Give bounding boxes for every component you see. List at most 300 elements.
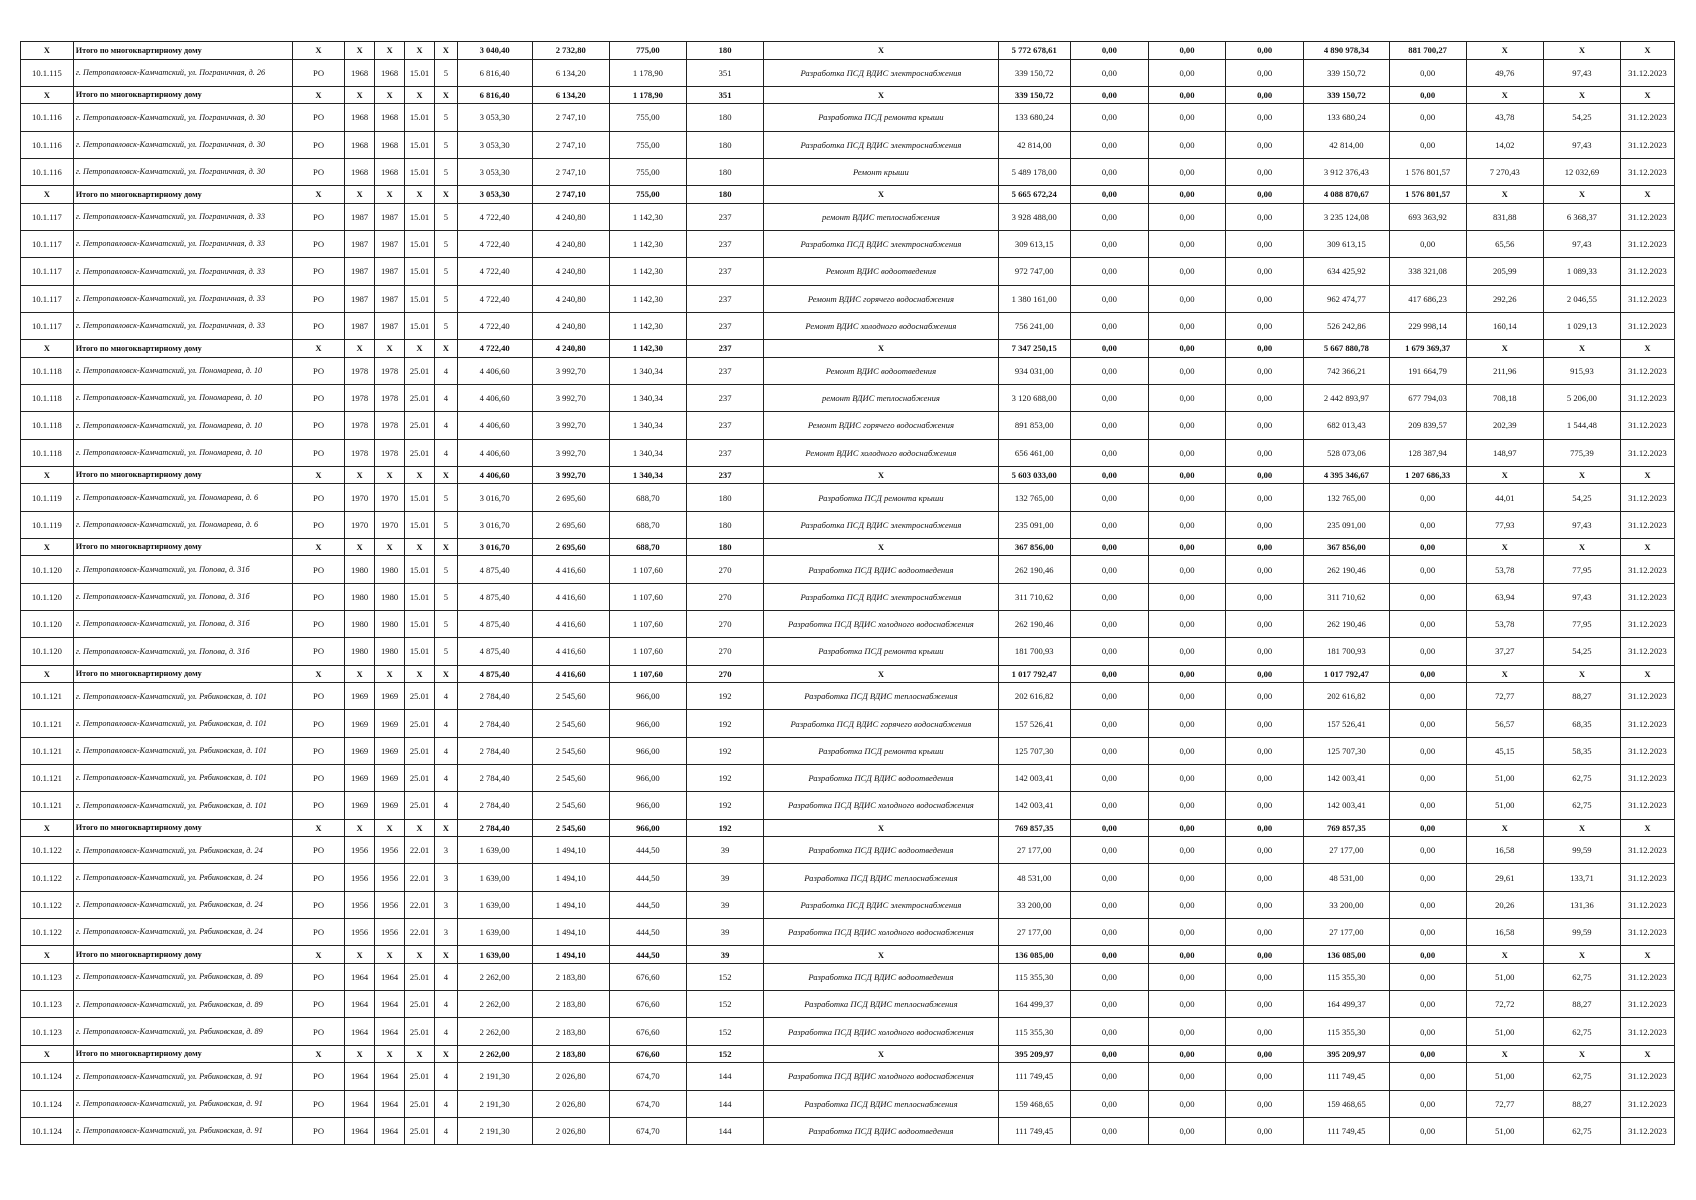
cell-fund-federal: 0,00 <box>1070 312 1148 339</box>
cell-unit-cost: X <box>1466 538 1543 556</box>
cell-area-total: 3 053,30 <box>457 104 532 131</box>
cell-unit-cost-max: 62,75 <box>1543 1063 1620 1090</box>
cell-cost-total: 5 665 672,24 <box>998 186 1070 204</box>
cell-address: г. Петропавловск-Камчатский, ул. Попова, д. 31б <box>73 583 292 610</box>
cell-commissioned: 1978 <box>375 384 404 411</box>
cell-fund-regional: 0,00 <box>1148 484 1225 511</box>
cell-built: 1987 <box>344 312 374 339</box>
cell-fund-federal: 0,00 <box>1070 919 1148 946</box>
cell-fund-federal: 0,00 <box>1070 86 1148 104</box>
cell-fund-owners-extra: 0,00 <box>1389 946 1466 964</box>
cell-work: X <box>764 946 999 964</box>
cell-wall: X <box>404 665 434 683</box>
cell-fund-federal: 0,00 <box>1070 737 1148 764</box>
cell-floors: 3 <box>435 837 457 864</box>
cell-cost-total: 235 091,00 <box>998 511 1070 538</box>
cell-built: 1980 <box>344 611 374 638</box>
cell-cost-total: 111 749,45 <box>998 1063 1070 1090</box>
cell-area-common: 444,50 <box>609 946 686 964</box>
cell-floors: 5 <box>435 511 457 538</box>
cell-deadline: 31.12.2023 <box>1621 611 1675 638</box>
cell-cost-total: 769 857,35 <box>998 819 1070 837</box>
cell-floors: 4 <box>435 1063 457 1090</box>
cell-built: 1987 <box>344 258 374 285</box>
cell-address: г. Петропавловск-Камчатский, ул. Рябиковская, д. 89 <box>73 991 292 1018</box>
cell-residents: 270 <box>687 611 764 638</box>
cell-area-premises: 2 695,60 <box>532 538 609 556</box>
table-row <box>21 683 1675 710</box>
cell-area-common: 755,00 <box>609 104 686 131</box>
cell-floors: X <box>435 819 457 837</box>
cell-unit-cost: 14,02 <box>1466 131 1543 158</box>
cell-fund-local: 0,00 <box>1226 665 1304 683</box>
cell-area-total: 2 784,40 <box>457 792 532 819</box>
table-row <box>21 963 1675 990</box>
cell-wall: 25.01 <box>404 384 434 411</box>
cell-work: X <box>764 340 999 358</box>
cell-built: X <box>344 86 374 104</box>
cell-wall: X <box>404 466 434 484</box>
cell-deadline: 31.12.2023 <box>1621 737 1675 764</box>
cell-work: Разработка ПСД ВДИС водоотведения <box>764 963 999 990</box>
cell-area-premises: 4 416,60 <box>532 583 609 610</box>
cell-floors: 4 <box>435 683 457 710</box>
cell-residents: 270 <box>687 638 764 665</box>
cell-area-total: 1 639,00 <box>457 891 532 918</box>
cell-commissioned: 1970 <box>375 511 404 538</box>
cell-work: Разработка ПСД ВДИС теплоснабжения <box>764 1090 999 1117</box>
cell-address: г. Петропавловск-Камчатский, ул. Пограничная, д. 30 <box>73 131 292 158</box>
cell-floors: X <box>435 340 457 358</box>
cell-fund-owners-extra: 0,00 <box>1389 683 1466 710</box>
cell-area-total: 4 875,40 <box>457 556 532 583</box>
cell-fund-owners-extra: 0,00 <box>1389 765 1466 792</box>
cell-unit-cost-max: 88,27 <box>1543 683 1620 710</box>
cell-wall: 25.01 <box>404 737 434 764</box>
cell-fund-federal: 0,00 <box>1070 665 1148 683</box>
cell-commissioned: 1956 <box>375 864 404 891</box>
cell-unit-cost-max: 133,71 <box>1543 864 1620 891</box>
cell-fund-owners-min: 262 190,46 <box>1304 556 1389 583</box>
cell-area-total: 1 639,00 <box>457 837 532 864</box>
cell-cost-total: 1 017 792,47 <box>998 665 1070 683</box>
cell-fund-federal: 0,00 <box>1070 538 1148 556</box>
cell-unit-cost-max: X <box>1543 86 1620 104</box>
cell-fund-local: 0,00 <box>1226 683 1304 710</box>
cell-address: г. Петропавловск-Камчатский, ул. Рябиковская, д. 89 <box>73 1018 292 1045</box>
cell-address: Итого по многоквартирному дому <box>73 946 292 964</box>
cell-unit-cost: X <box>1466 665 1543 683</box>
cell-unit-cost: X <box>1466 340 1543 358</box>
cell-cost-total: 115 355,30 <box>998 1018 1070 1045</box>
cell-work: Ремонт крыши <box>764 158 999 185</box>
cell-unit-cost: 7 270,43 <box>1466 158 1543 185</box>
cell-built: 1978 <box>344 439 374 466</box>
cell-fund-regional: 0,00 <box>1148 665 1225 683</box>
cell-owner: РО <box>293 1117 345 1144</box>
cell-area-common: 1 340,34 <box>609 412 686 439</box>
cell-code: 10.1.117 <box>21 203 74 230</box>
cell-area-common: 1 178,90 <box>609 86 686 104</box>
cell-code: 10.1.120 <box>21 638 74 665</box>
cell-area-common: 1 142,30 <box>609 312 686 339</box>
cell-residents: 270 <box>687 556 764 583</box>
cell-fund-local: 0,00 <box>1226 203 1304 230</box>
cell-deadline: X <box>1621 1045 1675 1063</box>
cell-residents: 270 <box>687 583 764 610</box>
cell-area-total: 2 262,00 <box>457 963 532 990</box>
cell-deadline: X <box>1621 819 1675 837</box>
cell-fund-federal: 0,00 <box>1070 710 1148 737</box>
cell-fund-regional: 0,00 <box>1148 384 1225 411</box>
cell-unit-cost-max: 97,43 <box>1543 511 1620 538</box>
cell-unit-cost-max: 1 089,33 <box>1543 258 1620 285</box>
cell-fund-regional: 0,00 <box>1148 837 1225 864</box>
cell-address: г. Петропавловск-Камчатский, ул. Рябиковская, д. 101 <box>73 683 292 710</box>
cell-area-total: 2 784,40 <box>457 737 532 764</box>
cell-fund-local: 0,00 <box>1226 1117 1304 1144</box>
cell-area-premises: 1 494,10 <box>532 891 609 918</box>
cell-unit-cost-max: X <box>1543 946 1620 964</box>
cell-fund-regional: 0,00 <box>1148 203 1225 230</box>
cell-unit-cost-max: X <box>1543 186 1620 204</box>
cell-fund-regional: 0,00 <box>1148 864 1225 891</box>
cell-fund-owners-min: 311 710,62 <box>1304 583 1389 610</box>
cell-unit-cost-max: X <box>1543 538 1620 556</box>
cell-address: г. Петропавловск-Камчатский, ул. Рябиковская, д. 24 <box>73 891 292 918</box>
cell-unit-cost: 72,77 <box>1466 683 1543 710</box>
cell-owner: X <box>293 946 345 964</box>
cell-area-total: 3 016,70 <box>457 538 532 556</box>
cell-built: 1956 <box>344 864 374 891</box>
cell-fund-federal: 0,00 <box>1070 484 1148 511</box>
cell-area-premises: 2 695,60 <box>532 511 609 538</box>
cell-fund-regional: 0,00 <box>1148 1018 1225 1045</box>
cell-unit-cost-max: 1 544,48 <box>1543 412 1620 439</box>
cell-area-premises: 3 992,70 <box>532 439 609 466</box>
cell-area-total: 4 722,40 <box>457 203 532 230</box>
cell-owner: РО <box>293 484 345 511</box>
cell-address: Итого по многоквартирному дому <box>73 1045 292 1063</box>
cell-built: 1978 <box>344 384 374 411</box>
cell-area-total: 6 816,40 <box>457 86 532 104</box>
cell-commissioned: X <box>375 819 404 837</box>
cell-floors: 5 <box>435 131 457 158</box>
cell-fund-federal: 0,00 <box>1070 412 1148 439</box>
cell-fund-local: 0,00 <box>1226 42 1304 60</box>
cell-fund-local: 0,00 <box>1226 1018 1304 1045</box>
cell-built: 1964 <box>344 1018 374 1045</box>
cell-wall: 15.01 <box>404 285 434 312</box>
cell-address: Итого по многоквартирному дому <box>73 819 292 837</box>
cell-fund-owners-extra: 191 664,79 <box>1389 357 1466 384</box>
cell-commissioned: 1987 <box>375 312 404 339</box>
cell-residents: 144 <box>687 1063 764 1090</box>
cell-floors: 4 <box>435 1090 457 1117</box>
cell-residents: 351 <box>687 86 764 104</box>
cell-code: 10.1.123 <box>21 1018 74 1045</box>
cell-built: 1980 <box>344 583 374 610</box>
cell-fund-owners-min: 5 667 880,78 <box>1304 340 1389 358</box>
cell-owner: РО <box>293 1018 345 1045</box>
cell-area-premises: 2 545,60 <box>532 710 609 737</box>
table-row <box>21 258 1675 285</box>
cell-unit-cost: X <box>1466 186 1543 204</box>
cell-code: 10.1.118 <box>21 357 74 384</box>
cell-area-premises: 4 240,80 <box>532 285 609 312</box>
cell-code: X <box>21 86 74 104</box>
table-row <box>21 991 1675 1018</box>
cell-owner: РО <box>293 312 345 339</box>
cell-unit-cost: 51,00 <box>1466 1018 1543 1045</box>
cell-residents: 192 <box>687 710 764 737</box>
cell-fund-local: 0,00 <box>1226 864 1304 891</box>
cell-cost-total: 7 347 250,15 <box>998 340 1070 358</box>
cell-address: Итого по многоквартирному дому <box>73 186 292 204</box>
cell-address: Итого по многоквартирному дому <box>73 340 292 358</box>
cell-area-total: 4 722,40 <box>457 258 532 285</box>
cell-unit-cost-max: 99,59 <box>1543 837 1620 864</box>
capital-repair-table <box>20 41 1675 1145</box>
cell-fund-regional: 0,00 <box>1148 792 1225 819</box>
cell-commissioned: X <box>375 86 404 104</box>
cell-cost-total: 972 747,00 <box>998 258 1070 285</box>
cell-work: Разработка ПСД ремонта крыши <box>764 737 999 764</box>
cell-wall: 15.01 <box>404 611 434 638</box>
table-row <box>21 1063 1675 1090</box>
cell-residents: 39 <box>687 946 764 964</box>
cell-area-total: 4 406,60 <box>457 439 532 466</box>
cell-floors: 5 <box>435 258 457 285</box>
cell-commissioned: X <box>375 340 404 358</box>
cell-area-common: 688,70 <box>609 538 686 556</box>
cell-area-premises: 6 134,20 <box>532 86 609 104</box>
cell-fund-owners-extra: 338 321,08 <box>1389 258 1466 285</box>
cell-area-premises: 4 416,60 <box>532 611 609 638</box>
cell-wall: 25.01 <box>404 439 434 466</box>
cell-fund-owners-extra: 881 700,27 <box>1389 42 1466 60</box>
cell-fund-federal: 0,00 <box>1070 991 1148 1018</box>
cell-owner: РО <box>293 737 345 764</box>
cell-wall: X <box>404 186 434 204</box>
cell-area-total: 4 875,40 <box>457 665 532 683</box>
cell-fund-regional: 0,00 <box>1148 710 1225 737</box>
cell-commissioned: X <box>375 946 404 964</box>
table-row <box>21 104 1675 131</box>
cell-deadline: 31.12.2023 <box>1621 1117 1675 1144</box>
cell-area-total: 4 722,40 <box>457 285 532 312</box>
cell-fund-local: 0,00 <box>1226 158 1304 185</box>
cell-code: 10.1.118 <box>21 439 74 466</box>
cell-cost-total: 311 710,62 <box>998 583 1070 610</box>
cell-unit-cost: X <box>1466 819 1543 837</box>
cell-cost-total: 367 856,00 <box>998 538 1070 556</box>
cell-built: X <box>344 42 374 60</box>
cell-area-total: 1 639,00 <box>457 946 532 964</box>
cell-deadline: 31.12.2023 <box>1621 285 1675 312</box>
cell-deadline: 31.12.2023 <box>1621 919 1675 946</box>
cell-unit-cost-max: 62,75 <box>1543 1018 1620 1045</box>
cell-wall: 25.01 <box>404 1090 434 1117</box>
cell-residents: 39 <box>687 891 764 918</box>
cell-fund-regional: 0,00 <box>1148 285 1225 312</box>
cell-built: 1964 <box>344 991 374 1018</box>
cell-fund-owners-extra: 693 363,92 <box>1389 203 1466 230</box>
cell-built: 1978 <box>344 357 374 384</box>
cell-cost-total: 157 526,41 <box>998 710 1070 737</box>
cell-fund-owners-min: 142 003,41 <box>1304 765 1389 792</box>
cell-unit-cost-max: 99,59 <box>1543 919 1620 946</box>
cell-fund-regional: 0,00 <box>1148 258 1225 285</box>
cell-fund-local: 0,00 <box>1226 792 1304 819</box>
cell-code: 10.1.121 <box>21 737 74 764</box>
cell-address: г. Петропавловск-Камчатский, ул. Пограничная, д. 33 <box>73 203 292 230</box>
cell-fund-owners-min: 4 890 978,34 <box>1304 42 1389 60</box>
table-row <box>21 638 1675 665</box>
cell-fund-owners-extra: 0,00 <box>1389 1090 1466 1117</box>
table-row <box>21 1018 1675 1045</box>
cell-deadline: 31.12.2023 <box>1621 864 1675 891</box>
cell-fund-federal: 0,00 <box>1070 340 1148 358</box>
cell-deadline: 31.12.2023 <box>1621 203 1675 230</box>
cell-unit-cost-max: X <box>1543 665 1620 683</box>
cell-wall: 15.01 <box>404 556 434 583</box>
cell-address: г. Петропавловск-Камчатский, ул. Рябиковская, д. 91 <box>73 1090 292 1117</box>
cell-fund-regional: 0,00 <box>1148 104 1225 131</box>
cell-commissioned: X <box>375 466 404 484</box>
cell-fund-owners-extra: 0,00 <box>1389 611 1466 638</box>
cell-fund-regional: 0,00 <box>1148 683 1225 710</box>
cell-fund-owners-min: 142 003,41 <box>1304 792 1389 819</box>
cell-owner: РО <box>293 864 345 891</box>
cell-wall: 15.01 <box>404 104 434 131</box>
cell-commissioned: X <box>375 42 404 60</box>
cell-built: 1968 <box>344 104 374 131</box>
cell-deadline: X <box>1621 42 1675 60</box>
cell-fund-local: 0,00 <box>1226 638 1304 665</box>
cell-area-common: 755,00 <box>609 158 686 185</box>
cell-area-common: 674,70 <box>609 1090 686 1117</box>
cell-code: 10.1.122 <box>21 919 74 946</box>
cell-area-premises: 4 240,80 <box>532 203 609 230</box>
cell-area-premises: 2 747,10 <box>532 158 609 185</box>
cell-fund-federal: 0,00 <box>1070 556 1148 583</box>
cell-commissioned: 1964 <box>375 991 404 1018</box>
cell-fund-owners-min: 742 366,21 <box>1304 357 1389 384</box>
cell-built: 1980 <box>344 556 374 583</box>
cell-unit-cost: 51,00 <box>1466 1117 1543 1144</box>
cell-built: 1968 <box>344 158 374 185</box>
cell-floors: 4 <box>435 384 457 411</box>
cell-area-premises: 2 545,60 <box>532 683 609 710</box>
cell-address: г. Петропавловск-Камчатский, ул. Рябиковская, д. 24 <box>73 864 292 891</box>
cell-built: 1969 <box>344 792 374 819</box>
cell-area-common: 444,50 <box>609 891 686 918</box>
cell-area-total: 2 784,40 <box>457 819 532 837</box>
cell-unit-cost: 148,97 <box>1466 439 1543 466</box>
cell-wall: 25.01 <box>404 412 434 439</box>
cell-fund-local: 0,00 <box>1226 312 1304 339</box>
cell-cost-total: 132 765,00 <box>998 484 1070 511</box>
cell-cost-total: 115 355,30 <box>998 963 1070 990</box>
cell-fund-local: 0,00 <box>1226 484 1304 511</box>
cell-fund-local: 0,00 <box>1226 946 1304 964</box>
cell-wall: 22.01 <box>404 891 434 918</box>
cell-area-common: 775,00 <box>609 42 686 60</box>
cell-area-total: 4 406,60 <box>457 384 532 411</box>
cell-cost-total: 164 499,37 <box>998 991 1070 1018</box>
cell-work: X <box>764 86 999 104</box>
cell-built: 1964 <box>344 1117 374 1144</box>
total-row <box>21 946 1675 964</box>
cell-unit-cost: X <box>1466 42 1543 60</box>
cell-fund-owners-extra: 0,00 <box>1389 104 1466 131</box>
cell-built: X <box>344 1045 374 1063</box>
cell-address: г. Петропавловск-Камчатский, ул. Пограничная, д. 33 <box>73 258 292 285</box>
cell-fund-owners-extra: 0,00 <box>1389 59 1466 86</box>
cell-owner: X <box>293 1045 345 1063</box>
table-row <box>21 765 1675 792</box>
cell-fund-federal: 0,00 <box>1070 1117 1148 1144</box>
cell-address: г. Петропавловск-Камчатский, ул. Рябиковская, д. 89 <box>73 963 292 990</box>
cell-code: 10.1.118 <box>21 412 74 439</box>
cell-cost-total: 3 120 688,00 <box>998 384 1070 411</box>
cell-cost-total: 5 603 033,00 <box>998 466 1070 484</box>
cell-fund-owners-min: 634 425,92 <box>1304 258 1389 285</box>
cell-cost-total: 1 380 161,00 <box>998 285 1070 312</box>
cell-residents: 180 <box>687 131 764 158</box>
cell-unit-cost: 43,78 <box>1466 104 1543 131</box>
cell-code: 10.1.118 <box>21 384 74 411</box>
cell-deadline: 31.12.2023 <box>1621 991 1675 1018</box>
cell-fund-federal: 0,00 <box>1070 158 1148 185</box>
cell-owner: РО <box>293 611 345 638</box>
cell-owner: РО <box>293 583 345 610</box>
cell-floors: 4 <box>435 765 457 792</box>
cell-commissioned: 1964 <box>375 1090 404 1117</box>
cell-fund-regional: 0,00 <box>1148 1063 1225 1090</box>
total-row <box>21 186 1675 204</box>
cell-fund-owners-min: 3 235 124,08 <box>1304 203 1389 230</box>
cell-address: г. Петропавловск-Камчатский, ул. Попова, д. 31б <box>73 556 292 583</box>
cell-fund-federal: 0,00 <box>1070 1045 1148 1063</box>
cell-wall: 25.01 <box>404 710 434 737</box>
cell-cost-total: 33 200,00 <box>998 891 1070 918</box>
cell-fund-federal: 0,00 <box>1070 765 1148 792</box>
cell-owner: РО <box>293 792 345 819</box>
cell-fund-owners-extra: 229 998,14 <box>1389 312 1466 339</box>
cell-floors: 5 <box>435 312 457 339</box>
table-row <box>21 203 1675 230</box>
cell-floors: X <box>435 186 457 204</box>
cell-built: X <box>344 538 374 556</box>
cell-fund-local: 0,00 <box>1226 556 1304 583</box>
cell-fund-owners-min: 202 616,82 <box>1304 683 1389 710</box>
cell-code: 10.1.120 <box>21 556 74 583</box>
cell-address: Итого по многоквартирному дому <box>73 466 292 484</box>
cell-area-premises: 2 026,80 <box>532 1063 609 1090</box>
cell-wall: 25.01 <box>404 1018 434 1045</box>
cell-built: X <box>344 186 374 204</box>
cell-built: X <box>344 340 374 358</box>
cell-area-common: 1 142,30 <box>609 340 686 358</box>
cell-area-common: 444,50 <box>609 864 686 891</box>
cell-fund-owners-min: 181 700,93 <box>1304 638 1389 665</box>
cell-area-common: 966,00 <box>609 683 686 710</box>
cell-fund-regional: 0,00 <box>1148 963 1225 990</box>
cell-fund-local: 0,00 <box>1226 1090 1304 1117</box>
cell-fund-owners-extra: 0,00 <box>1389 737 1466 764</box>
